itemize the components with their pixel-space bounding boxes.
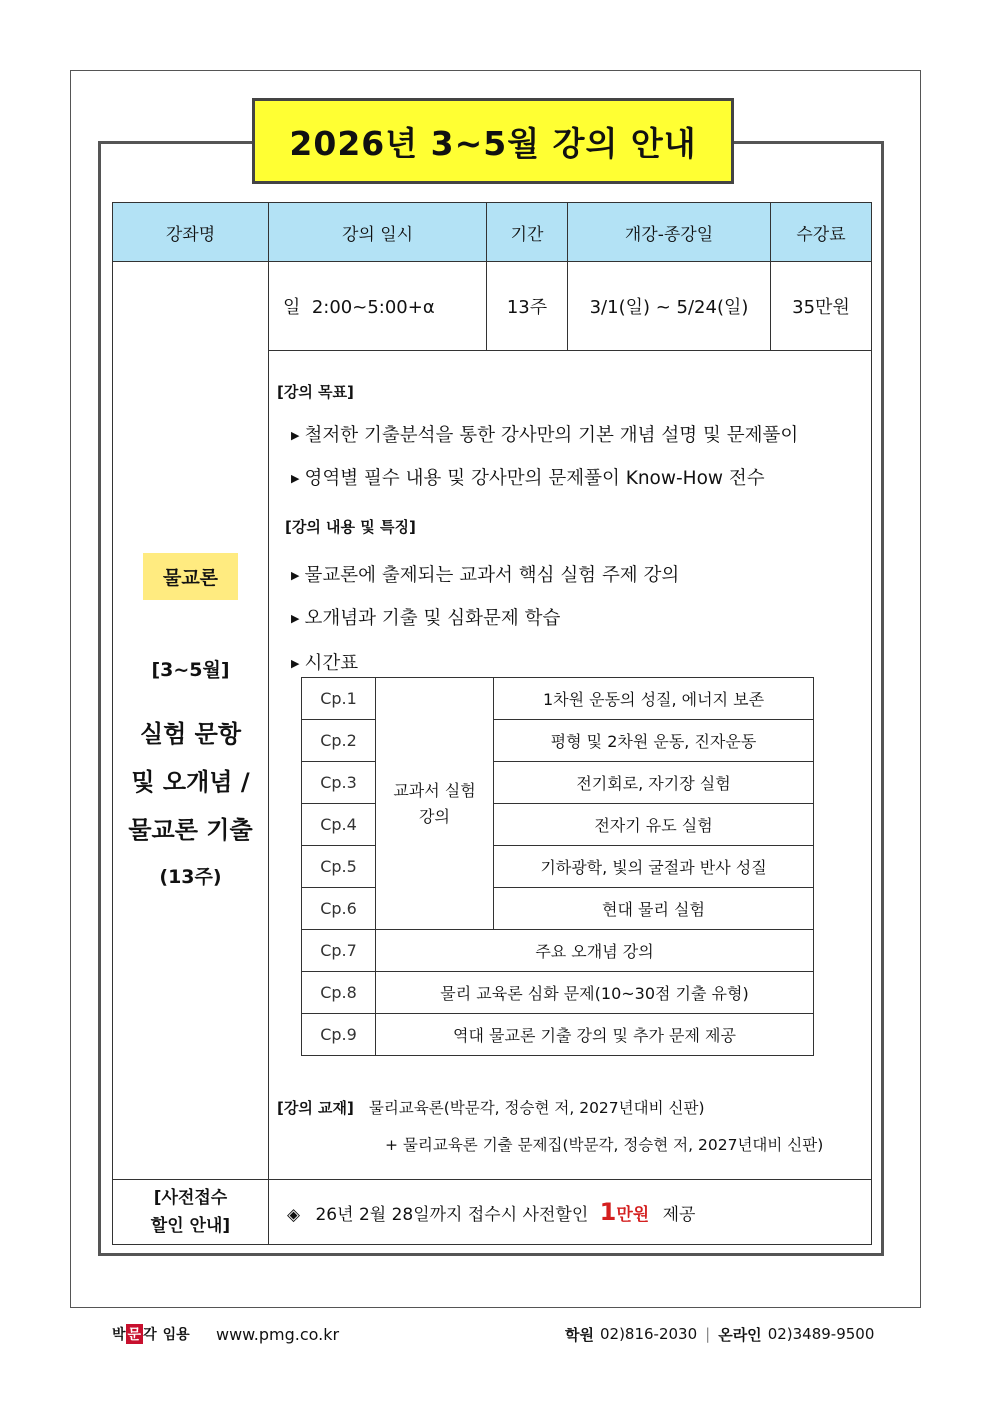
topic-cell: 전자기 유도 실험 xyxy=(494,804,814,846)
topic-cell: 역대 물교론 기출 강의 및 추가 문제 제공 xyxy=(376,1014,814,1056)
page-title: 2026년 3~5월 강의 안내 xyxy=(252,98,734,184)
header-dates: 개강-종강일 xyxy=(568,203,771,262)
textbook-item: + 물리교육론 기출 문제집(박문각, 정승현 저, 2027년대비 신판) xyxy=(385,1136,824,1154)
logo-text: 임용 xyxy=(162,1327,190,1343)
academy-phone: 02)816-2030 xyxy=(599,1325,698,1343)
goal-item xyxy=(291,464,765,490)
diamond-icon: ◈ xyxy=(287,1205,301,1225)
dates-value: 3/1(일) ~ 5/24(일) xyxy=(568,262,771,351)
course-tag: 물교론 xyxy=(143,553,238,600)
triangle-bullet-icon: ▶ xyxy=(291,612,300,625)
logo-text: 박 xyxy=(112,1327,126,1343)
contact-info xyxy=(565,1322,874,1346)
feature-item xyxy=(291,604,560,630)
textbook-line xyxy=(277,1096,705,1118)
discount-info-cell xyxy=(269,1180,872,1245)
triangle-bullet-icon: ▶ xyxy=(291,472,300,485)
course-period-label: [3~5월] xyxy=(151,658,230,681)
online-phone: 02)3489-9500 xyxy=(767,1325,875,1343)
course-table xyxy=(112,202,872,1245)
website-link[interactable]: www.pmg.co.kr xyxy=(216,1324,340,1344)
triangle-bullet-icon: ▶ xyxy=(291,429,300,442)
topic-cell: 주요 오개념 강의 xyxy=(376,930,814,972)
triangle-bullet-icon: ▶ xyxy=(291,569,300,582)
header-course-name: 강좌명 xyxy=(113,203,269,262)
topic-cell: 물리 교육론 심화 문제(10~30점 기출 유형) xyxy=(376,972,814,1014)
feature-item-text: 물교론에 출제되는 교과서 핵심 실험 주제 강의 xyxy=(304,565,680,586)
discount-text: 26년 2월 28일까지 접수시 사전할인 xyxy=(315,1205,589,1225)
separator: | xyxy=(705,1325,711,1343)
topic-cell: 1차원 운동의 성질, 에너지 보존 xyxy=(494,678,814,720)
table-row xyxy=(302,930,814,972)
header-period: 기간 xyxy=(487,203,568,262)
goal-item xyxy=(291,421,798,447)
feature-item xyxy=(291,649,358,675)
chapter-cell: Cp.4 xyxy=(302,804,376,846)
course-info-row xyxy=(113,262,872,351)
discount-text-after: 제공 xyxy=(662,1205,696,1225)
group-label-text: 교과서 실험 강의 xyxy=(393,780,476,826)
textbook-item: 물리교육론(박문각, 정승현 저, 2027년대비 신판) xyxy=(368,1099,705,1117)
feature-item-text: 시간표 xyxy=(304,653,359,674)
online-label: 온라인 xyxy=(718,1325,762,1344)
timetable xyxy=(301,677,814,1056)
discount-label-line: [사전접수 xyxy=(153,1188,228,1208)
chapter-cell: Cp.2 xyxy=(302,720,376,762)
duration-value: 13주 xyxy=(487,262,568,351)
schedule-value: 일 2:00~5:00+α xyxy=(269,262,487,351)
course-detail-cell xyxy=(269,351,872,1180)
logo-text: 각 xyxy=(143,1327,157,1343)
topic-cell: 전기회로, 자기장 실험 xyxy=(494,762,814,804)
goal-item-text: 영역별 필수 내용 및 강사만의 문제풀이 Know-How 전수 xyxy=(304,468,765,489)
table-row xyxy=(302,678,814,720)
chapter-cell: Cp.9 xyxy=(302,1014,376,1056)
chapter-cell: Cp.1 xyxy=(302,678,376,720)
feature-item-text: 오개념과 기출 및 심화문제 학습 xyxy=(304,608,561,629)
features-title: [강의 내용 및 특징] xyxy=(285,518,416,536)
discount-amount-unit: 만원 xyxy=(616,1205,650,1225)
feature-item xyxy=(291,561,679,587)
timetable-group-label xyxy=(376,678,494,930)
fee-value: 35만원 xyxy=(771,262,872,351)
topic-cell: 기하광학, 빛의 굴절과 반사 성질 xyxy=(494,846,814,888)
course-subtitle-line: 물교론 기출 xyxy=(128,815,253,844)
discount-label-cell xyxy=(113,1180,269,1245)
chapter-cell: Cp.5 xyxy=(302,846,376,888)
goal-item-text: 철저한 기출분석을 통한 강사만의 기본 개념 설명 및 문제풀이 xyxy=(304,425,799,446)
table-row xyxy=(302,1014,814,1056)
chapter-cell: Cp.6 xyxy=(302,888,376,930)
course-subtitle-line: 실험 문항 xyxy=(139,719,242,748)
course-subtitle xyxy=(113,710,268,854)
academy-label: 학원 xyxy=(565,1325,594,1344)
chapter-cell: Cp.7 xyxy=(302,930,376,972)
course-weeks: (13주) xyxy=(159,865,222,888)
discount-amount-number: 1 xyxy=(599,1198,617,1226)
discount-row xyxy=(113,1180,872,1245)
topic-cell: 평형 및 2차원 운동, 진자운동 xyxy=(494,720,814,762)
table-row xyxy=(302,972,814,1014)
textbook-title: [강의 교재] xyxy=(277,1099,354,1117)
topic-cell: 현대 물리 실험 xyxy=(494,888,814,930)
discount-label-line: 할인 안내] xyxy=(150,1216,231,1236)
header-schedule: 강의 일시 xyxy=(269,203,487,262)
triangle-bullet-icon: ▶ xyxy=(291,657,300,670)
chapter-cell: Cp.3 xyxy=(302,762,376,804)
header-fee: 수강료 xyxy=(771,203,872,262)
course-name-cell xyxy=(113,262,269,1180)
course-subtitle-line: 및 오개념 / xyxy=(131,767,250,796)
brand-logo xyxy=(112,1322,190,1346)
table-header-row xyxy=(113,203,872,262)
chapter-cell: Cp.8 xyxy=(302,972,376,1014)
goals-title: [강의 목표] xyxy=(277,383,354,401)
logo-text-highlight: 문 xyxy=(126,1324,144,1344)
